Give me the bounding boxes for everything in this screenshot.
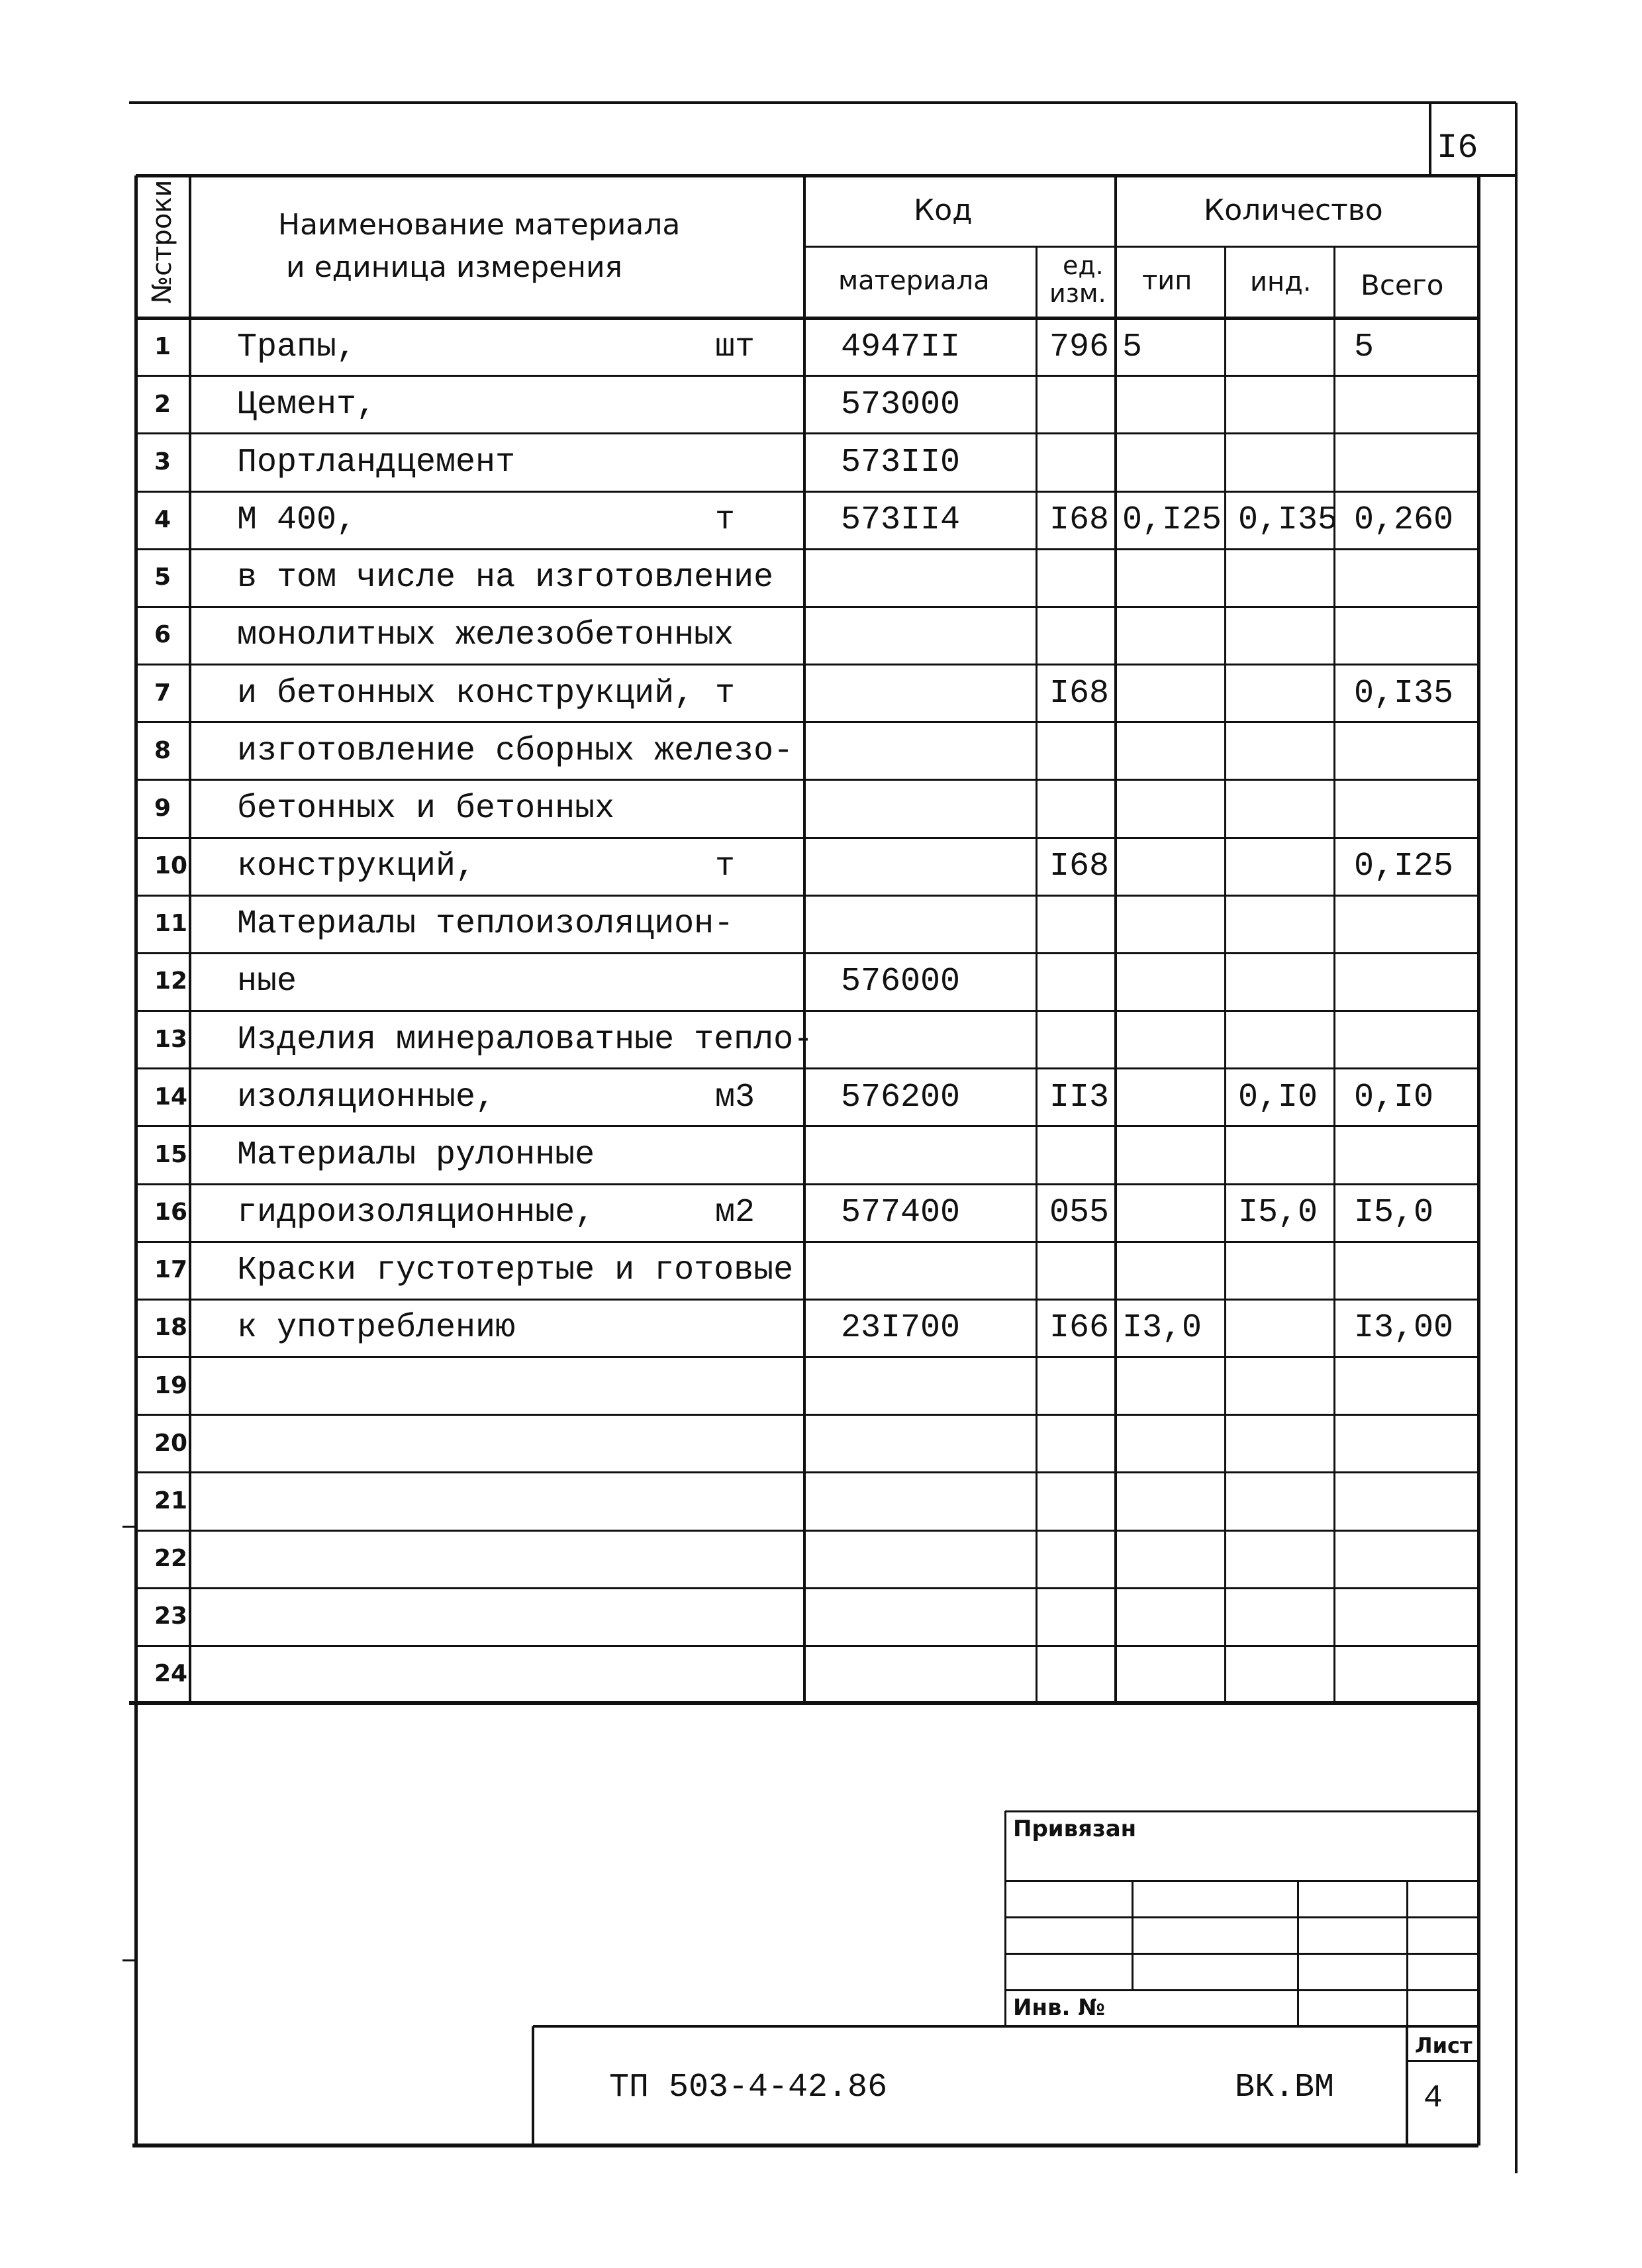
grid-line	[1132, 1881, 1134, 1990]
grid-line	[1429, 103, 1431, 175]
grid-line	[136, 375, 1478, 377]
stamp-section: ВК.ВМ	[1235, 2069, 1335, 2106]
row-number: 5	[154, 564, 171, 591]
row-number: 14	[154, 1083, 188, 1110]
grid-line	[804, 246, 1478, 248]
header-ind: инд.	[1250, 267, 1312, 297]
grid-line	[129, 101, 1516, 104]
row-unit: шт	[715, 328, 755, 366]
row-material-name: монолитных железобетонных	[237, 616, 734, 654]
row-qty-type: 5	[1122, 328, 1143, 366]
header-unit-line2: изм.	[1049, 279, 1106, 308]
page-number: I6	[1437, 128, 1478, 168]
row-qty-total: 0,I0	[1354, 1079, 1434, 1116]
grid-line	[532, 2026, 534, 2145]
grid-line	[136, 895, 1478, 897]
grid-line	[803, 175, 806, 1703]
grid-line	[136, 837, 1478, 839]
header-material: материала	[838, 266, 990, 296]
grid-line	[136, 1183, 1478, 1185]
stamp-doc-code: ТП 503-4-42.86	[609, 2069, 888, 2106]
row-number: 19	[154, 1372, 188, 1399]
grid-line	[1036, 246, 1038, 1703]
grid-line	[1004, 1811, 1006, 2026]
row-number: 22	[154, 1545, 188, 1572]
row-unit-code: I66	[1049, 1309, 1110, 1347]
grid-line	[136, 606, 1478, 608]
row-qty-total: 5	[1354, 328, 1375, 366]
row-material-code: 576200	[841, 1079, 961, 1116]
row-number: 4	[154, 506, 171, 533]
grid-line	[136, 779, 1478, 781]
row-unit-code: I68	[1049, 501, 1110, 539]
grid-line	[1297, 1881, 1299, 2026]
header-name-line2: и единица измерения	[286, 250, 623, 284]
row-material-name: гидроизоляционные,	[237, 1194, 595, 1232]
row-material-name: Материалы рулонные	[237, 1136, 595, 1174]
row-number: 8	[154, 737, 171, 764]
row-qty-total: 0,I25	[1354, 848, 1454, 885]
row-qty-type: I3,0	[1122, 1309, 1202, 1347]
row-number: 6	[154, 621, 171, 648]
row-material-name: конструкций,	[237, 848, 476, 885]
row-material-code: 573II0	[841, 444, 961, 481]
row-number: 15	[154, 1141, 188, 1168]
row-number: 23	[154, 1602, 188, 1630]
row-qty-type: 0,I25	[1122, 501, 1222, 539]
row-material-code: 577400	[841, 1194, 961, 1232]
header-row-no: №строки	[147, 179, 177, 304]
row-number: 2	[154, 391, 171, 418]
row-material-name: к употреблению	[237, 1309, 516, 1347]
row-unit: м3	[715, 1079, 755, 1116]
row-unit: т	[715, 501, 736, 539]
row-unit-code: II3	[1049, 1079, 1110, 1116]
grid-line	[136, 1010, 1478, 1012]
row-number: 1	[154, 333, 171, 360]
row-material-name: изготовление сборных железо-	[237, 732, 794, 770]
grid-line	[136, 1067, 1478, 1069]
grid-line	[136, 1587, 1478, 1589]
grid-line	[533, 2025, 1478, 2028]
grid-line	[136, 1471, 1478, 1473]
row-unit-code: I68	[1049, 848, 1110, 885]
row-number: 11	[154, 910, 188, 937]
row-number: 17	[154, 1256, 188, 1283]
header-quantity: Количество	[1204, 193, 1383, 227]
row-material-code: 4947II	[841, 328, 961, 366]
grid-line	[1477, 175, 1480, 2145]
grid-line	[1114, 175, 1117, 1703]
grid-line	[136, 952, 1478, 954]
grid-line	[136, 1645, 1478, 1647]
row-qty-ind: I5,0	[1238, 1194, 1318, 1232]
row-qty-ind: 0,I35	[1238, 501, 1338, 539]
header-name-line1: Наименование материала	[278, 208, 681, 242]
row-number: 12	[154, 967, 188, 995]
grid-line	[122, 1959, 136, 1961]
grid-line	[136, 1414, 1478, 1416]
row-number: 20	[154, 1430, 188, 1457]
row-material-name: изоляционные,	[237, 1079, 496, 1116]
row-number: 10	[154, 852, 188, 879]
grid-line	[136, 664, 1478, 666]
row-material-name: Трапы,	[237, 328, 357, 366]
row-unit-code: 796	[1049, 328, 1110, 366]
grid-line	[136, 432, 1478, 434]
grid-line	[136, 1125, 1478, 1127]
grid-line	[136, 1356, 1478, 1358]
stamp-inv-label: Инв. №	[1013, 1995, 1106, 2021]
grid-line	[1406, 2026, 1408, 2145]
row-material-code: 573000	[841, 386, 961, 424]
row-unit: м2	[715, 1194, 755, 1232]
grid-line	[134, 175, 138, 2145]
header-code: Код	[914, 193, 973, 227]
row-number: 16	[154, 1199, 188, 1226]
row-number: 18	[154, 1314, 188, 1341]
row-material-name: Портландцемент	[237, 444, 516, 481]
grid-line	[1407, 2060, 1478, 2062]
row-number: 9	[154, 795, 171, 822]
grid-line	[1406, 1881, 1408, 2026]
row-material-code: 23I700	[841, 1309, 961, 1347]
header-total: Всего	[1361, 269, 1444, 301]
row-number: 24	[154, 1660, 188, 1687]
row-material-name: бетонных и бетонных	[237, 790, 615, 828]
row-material-name: Материалы теплоизоляцион-	[237, 905, 734, 943]
row-number: 13	[154, 1026, 188, 1053]
row-unit: т	[715, 848, 736, 885]
grid-line	[1333, 246, 1335, 1703]
grid-line	[122, 1526, 136, 1528]
grid-line	[136, 548, 1478, 550]
row-number: 3	[154, 448, 171, 475]
row-qty-ind: 0,I0	[1238, 1079, 1318, 1116]
stamp-attached-label: Привязан	[1013, 1816, 1137, 1842]
grid-line	[136, 1530, 1478, 1532]
grid-line	[136, 721, 1478, 723]
row-material-code: 576000	[841, 963, 961, 1001]
grid-line	[1224, 246, 1226, 1703]
grid-line	[129, 1701, 1478, 1705]
row-qty-total: 0,260	[1354, 501, 1454, 539]
row-unit-code: 055	[1049, 1194, 1110, 1232]
grid-line	[136, 1299, 1478, 1301]
grid-line	[189, 175, 191, 1703]
row-material-name: Цемент,	[237, 386, 377, 424]
grid-line	[136, 317, 1478, 320]
grid-line	[1005, 1810, 1478, 1812]
row-material-name: Изделия минераловатные тепло-	[237, 1021, 814, 1059]
row-qty-total: 0,I35	[1354, 675, 1454, 713]
row-material-name: и бетонных конструкций,	[237, 675, 695, 713]
row-material-name: в том числе на изготовление	[237, 559, 774, 597]
grid-line	[136, 491, 1478, 493]
row-unit: т	[715, 675, 736, 713]
row-material-name: М 400,	[237, 501, 357, 539]
stamp-sheet-no: 4	[1424, 2081, 1443, 2116]
row-unit-code: I68	[1049, 675, 1110, 713]
row-qty-total: I5,0	[1354, 1194, 1434, 1232]
header-type: тип	[1142, 266, 1192, 296]
grid-line	[132, 2144, 1478, 2147]
row-material-code: 573II4	[841, 501, 961, 539]
stamp-sheet-label: Лист	[1415, 2033, 1473, 2058]
grid-line	[136, 1241, 1478, 1243]
header-unit-line1: ед.	[1063, 251, 1104, 280]
row-qty-total: I3,00	[1354, 1309, 1454, 1347]
row-material-name: ные	[237, 963, 297, 1001]
grid-line	[1515, 103, 1518, 2173]
row-number: 7	[154, 679, 171, 707]
row-material-name: Краски густотертые и готовые	[237, 1252, 794, 1289]
row-number: 21	[154, 1487, 188, 1514]
grid-line	[136, 174, 1478, 177]
